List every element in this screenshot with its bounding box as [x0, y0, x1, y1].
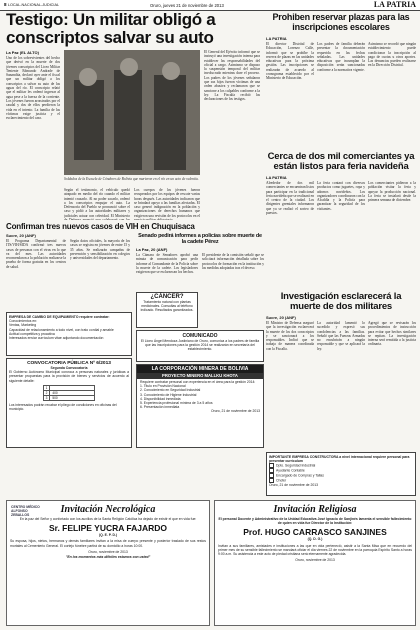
right-article-3-byline: Sucre, 20 (ANF) — [266, 315, 296, 320]
convocatoria-table — [43, 385, 96, 401]
minera-title: LA CORPORACIÓN MINERA DE BOLIVIA — [137, 365, 263, 373]
minera-item-4: 4. Disponibilidad inmediata — [140, 396, 181, 401]
obit-2-intro: El personal Docente y Administrativo de la Unidad Educativa José Ignacio de Sanjinés lamenta el sensible fallecimiento de quien en vida fue Director de la Institución: — [218, 517, 412, 526]
minera-footer: Oruro, 21 de noviembre de 2013 — [210, 409, 260, 414]
obit-2-name: Prof. HUGO CARRASCO SANJINES — [243, 527, 387, 538]
right-article-1-byline: LA PATRIA — [266, 36, 287, 41]
main-photo-caption: Soldados de la Escuela de Cóndores de Bolivia que murieron en el río en un acto de valentía. — [64, 177, 199, 181]
job-ad-title: EMPRESA DE CAMBIO DE EQUIPAMIENTO requiere contratar: — [9, 315, 110, 319]
obit-1-intro: En la paz del Señor y confortado con los auxilios de la Santa Religión Católica ha dejado de existir el que en vida fue: — [19, 517, 197, 521]
page-number-section — [4, 2, 59, 7]
job-ad-line-4: Actitud competitiva y proactiva — [9, 331, 55, 336]
obit-1-name: Sr. FELIPE YUCRA FAJARDO — [48, 523, 168, 534]
convocatoria-footer: Los interesados podrán recabar el pliego de condiciones en oficinas del municipio. — [9, 402, 117, 412]
minera-item-5: 5. Experiencia profesional mínima de 3 a 5 años — [140, 401, 213, 406]
minera-subtitle: PROYECTO MINERO MALLKU KHOTA — [137, 373, 263, 379]
vih-headline: Confirman tres nuevos casos de VIH en Chuquisaca — [6, 222, 195, 231]
constructora-footer: Oruro, 21 de noviembre de 2013 — [269, 483, 319, 488]
minera-item-3: 3. Conocimiento de Higiene Industrial — [140, 392, 197, 397]
obit-1-suffix: (Q. E. P. D.) — [98, 533, 118, 538]
right-article-3-col-2: La autoridad lamentó lo sucedido y expresó sus condolencias a las familias. Señaló que las Fuerzas Armadas no encubrirán a ningún responsable y que se aplicará la ley. — [317, 321, 365, 351]
constructora-item-label: Chofer — [276, 478, 287, 483]
comunicado-title: COMUNICADO — [182, 333, 218, 339]
senado-headline: Senado pedirá informes a policías sobre muerte de la cadete Pérez — [138, 233, 262, 245]
main-col-3: Según el testimonio, el vehículo quedó atrapado en medio del río cuando el militar intentó cruzarlo. Al no poder sacarlo, ordenó a los conscriptos empujar el auto. La Defensoría del Pueblo se pronunció sobre el caso y pidió a las autoridades militares y judiciales actuar con celeridad. El Ministerio — [64, 188, 130, 218]
table-cell: 2 — [43, 390, 50, 395]
obit-1-title: Invitación Necrológica — [60, 504, 156, 515]
senado-col-1: La Cámara de Senadores aprobó una minuta de comunicación para pedir informe al Comandante de la Policía sobre la muerte de la cadete. Los legisladores exigieron que se esclarezcan los hechos. — [136, 253, 198, 275]
vih-col-2: Según datos oficiales, la mayoría de los casos se registra en jóvenes de entre 15 y 35 años. Se realizarán campañas de prevención y sensibilización en colegios y universidades del departamento. — [70, 239, 130, 261]
constructora-item-label: Encargado de Compras y Tallas — [276, 473, 324, 478]
right-article-2-col-1: Alrededor de dos mil comerciantes se encuentran listos para participar en la tradicional feria navideña que se realizará en el centro de la ciudad. Los dirigentes gremiales informaron que ya se realizó el sorteo de puestos. — [266, 181, 314, 216]
right-article-2-col-2: La feria contará con diversos productos como juguetes, ropa y adornos navideños. Los organizadores coordinaron con la Alcaldía y la Policía para garantizar la seguridad de los visitantes. — [317, 181, 365, 211]
right-article-1-col-2: Los padres de familia deberán presentar la documentación requerida en las fechas señaladas. Las unidades educativas que incumplan la disposición serán sancionadas conforme a la normativa vigente. — [317, 42, 365, 72]
minera-ad — [136, 364, 264, 448]
date-line: Oruro, jueves 21 de noviembre de 2013 — [150, 2, 224, 8]
convocatoria-subtitle: Segunda Convocatoria — [50, 366, 88, 370]
job-ad-line-3: Capacidad de relacionamiento a todo nivel, con trato cordial y amable — [9, 327, 114, 332]
minera-item-2: 2. Conocimiento en Seguridad Industrial — [140, 388, 201, 393]
constructora-item-label: Dpto. Seguridad Industrial — [276, 463, 316, 468]
job-ad-line-5: Interesados enviar currículum vitae adjuntando documentación — [9, 336, 104, 341]
right-article-2-col-3: Los comerciantes pidieron a la población visitar la feria y apoyar la producción nacional. La feria se instalará desde la primera semana de diciembre. — [368, 181, 416, 203]
right-article-3-col-3: Agregó que se revisarán los procedimientos de instrucción para evitar que hechos similares se repitan. La investigación interna será remitida a la justicia ordinaria. — [368, 321, 416, 347]
senado-byline: La Paz, 20 (ANF) — [136, 247, 168, 252]
comunicado-text: El Liceo Ángel Mendoza Justiniano de Oruro, comunica a los padres de familia que las inscripciones para la gestión 2014 se realizarán en secretaría del establecimiento. — [140, 339, 260, 352]
vih-col-1: El Programa Departamental de ITS/VIH/SIDA confirmó tres nuevos casos de personas con el virus en lo que va del mes. Las autoridades recomendaron a la población realizarse la prueba de forma gratuita en los centros de salud. — [6, 239, 66, 269]
obit-2-footer: Oruro, noviembre de 2013 — [295, 558, 335, 563]
main-col-4: Los cuerpos de los jóvenes fueron recuperados por los equipos de rescate varias horas después. Las autoridades indicaron que se brindará apoyo a las familias afectadas. El caso generó indignación en la población y organizaciones de derechos humanos que exigieron una revisión de los protocolos en el — [134, 188, 200, 218]
obit-1-org-logo: CENTRO MÉDICO ALFONSO ZEBALLOS — [11, 505, 40, 518]
minera-item-6: 6. Presentación inmediata — [140, 405, 180, 410]
right-article-3-headline: Investigación esclarecerá la muerte de dos militares — [280, 291, 402, 312]
cancer-ad-title: ¿CÁNCER? — [150, 294, 184, 300]
obituary-necrologica — [6, 500, 210, 626]
right-article-3-col-1: El Ministro de Defensa aseguró que la investigación esclarecerá la muerte de los dos conscriptos y se sancionará a los responsables. Indicó que se trabaja de manera coordinada con la Fiscalía. — [266, 321, 314, 351]
cancer-ad-text: Tratamiento natural con plantas medicinales. Consultas al teléfono indicado. Resultados garantizados. — [140, 300, 194, 313]
obit-1-footer: Oruro, noviembre de 2013 — [88, 549, 128, 554]
page-number: 8 — [4, 2, 7, 7]
cancer-ad — [136, 292, 198, 328]
job-ad-box — [6, 312, 132, 356]
obit-2-title: Invitación Religiosa — [273, 504, 357, 515]
table-cell: 3 — [43, 395, 50, 400]
vih-byline: Sucre, 20 (ANF) — [6, 233, 36, 238]
job-ad-line-1: Conocimientos en: — [9, 319, 38, 324]
table-cell: 1 — [43, 385, 50, 390]
main-col-2: El General del Ejército informó que se instruyó una investigación interna para establecer las responsabilidades del oficial a cargo. Asimismo se dispuso la suspensión temporal del militar involucrado mientras dure el proceso. Los padres de los jóvenes señalaron que sus hijos fueron víctimas de una orden abusiva y reclamaron que se sancione a los culpables conforme a la ley. La Fiscalía recibió las declaraciones de los testigos. — [204, 50, 260, 102]
minera-text: Requiere contratar personal con experiencia en el área para la gestión 2014: — [140, 380, 256, 384]
constructora-title: IMPORTANTE EMPRESA CONSTRUCTORA a nivel internacional requiere personal para presentar currículum — [269, 455, 410, 464]
right-article-1-col-3: Asimismo se recordó que ningún establecimiento puede condicionar la inscripción al pago de cuotas u otros aportes. Las denuncias pueden realizarse en la Dirección Distrital. — [368, 42, 416, 68]
table-row — [43, 395, 95, 400]
obit-2-body: Invitan a sus familiares, amistades e instituciones a las que en vida perteneció, asistir a la Santa Misa que en recuerdo del primer mes de su sensible fallecimiento se mandará oficiar el día viernes 22 de noviembre en la parroquia Espíritu Santo a horas 9:00 a.m. Su asistencia a este acto de piedad cristiana será eternamente agradecida. — [218, 543, 412, 557]
main-photo — [64, 50, 200, 175]
main-headline: Testigo: Un militar obligó a conscriptos salvar su auto — [6, 10, 216, 47]
convocatoria-text: El Gobierno Autónomo Municipal convoca a personas naturales y jurídicas a presentar propuestas para la provisión de bienes y servicios de acuerdo al siguiente detalle: — [9, 370, 129, 383]
table-cell: 500 — [50, 395, 95, 400]
obit-1-quote: "En los momentos más difíciles estamos con usted" — [65, 555, 151, 560]
obit-1-body: Su esposa, hijos, nietos, hermanos y demás familiares invitan a la misa de cuerpo presente y posterior traslado de sus restos mortales al Cementerio General. El cortejo fúnebre partirá de su domicilio a horas 10:00. — [10, 539, 206, 548]
right-article-1-col-1: El director Distrital de Educación, Lorenzo Calle, informó que se prohíbe la reserva de plazas en las unidades educativas para la próxima gestión. Las inscripciones se realizarán de acuerdo al cronograma establecido por el Ministerio de Educación. — [266, 42, 314, 81]
main-col-1: Uno de los sobrevivientes del hecho que derivó en la muerte de dos jóvenes conscriptos del Liceo Militar Teniente Edmundo Andrade de Sanandita, declaró ayer ante el fiscal que un militar obligó a los conscriptos a salvar su auto de las aguas del río. El conscripto relató que el militar les ordenó ingresar al agua pese a la fuerza de la corriente. Los jóvenes fueron arrastrados por el caudal y dos de ellos perdieron la vida en el intento. La familia de las víctimas exige justicia y el esclarecimiento del caso. — [6, 56, 60, 121]
convocatoria-box — [6, 358, 132, 448]
job-ad-line-2: Ventas, Marketing — [9, 323, 37, 328]
comunicado-box — [136, 330, 264, 362]
constructora-ad — [266, 452, 416, 496]
table-cell: 400 — [50, 390, 95, 395]
senado-col-2: El presidente de la comisión señaló que se solicitará información detallada sobre los protocolos de formación en la institución y las medidas adoptadas tras el deceso. — [202, 253, 264, 270]
obit-2-suffix: (Q. D. G.) — [307, 537, 323, 542]
right-article-2-headline: Cerca de dos mil comerciantes ya están listos para feria navideña — [267, 151, 415, 172]
constructora-item-label: Ayudante Contable — [276, 468, 305, 473]
convocatoria-title: CONVOCATORIA PÚBLICA Nº 6/2013 — [27, 361, 111, 366]
right-article-2-byline: LA PATRIA — [266, 175, 287, 180]
main-byline: La Paz (EL ALTO) — [6, 50, 39, 55]
right-article-1-headline: Prohiben reservar plazas para las inscripciones escolares — [272, 12, 410, 32]
obituary-religiosa — [214, 500, 416, 626]
section-label: LOCAL-NACIONAL-JUDICIAL — [7, 3, 60, 7]
minera-item-1: 1. Titulo en Provisión Nacional — [140, 384, 186, 389]
masthead: LA PATRIA — [373, 0, 416, 9]
